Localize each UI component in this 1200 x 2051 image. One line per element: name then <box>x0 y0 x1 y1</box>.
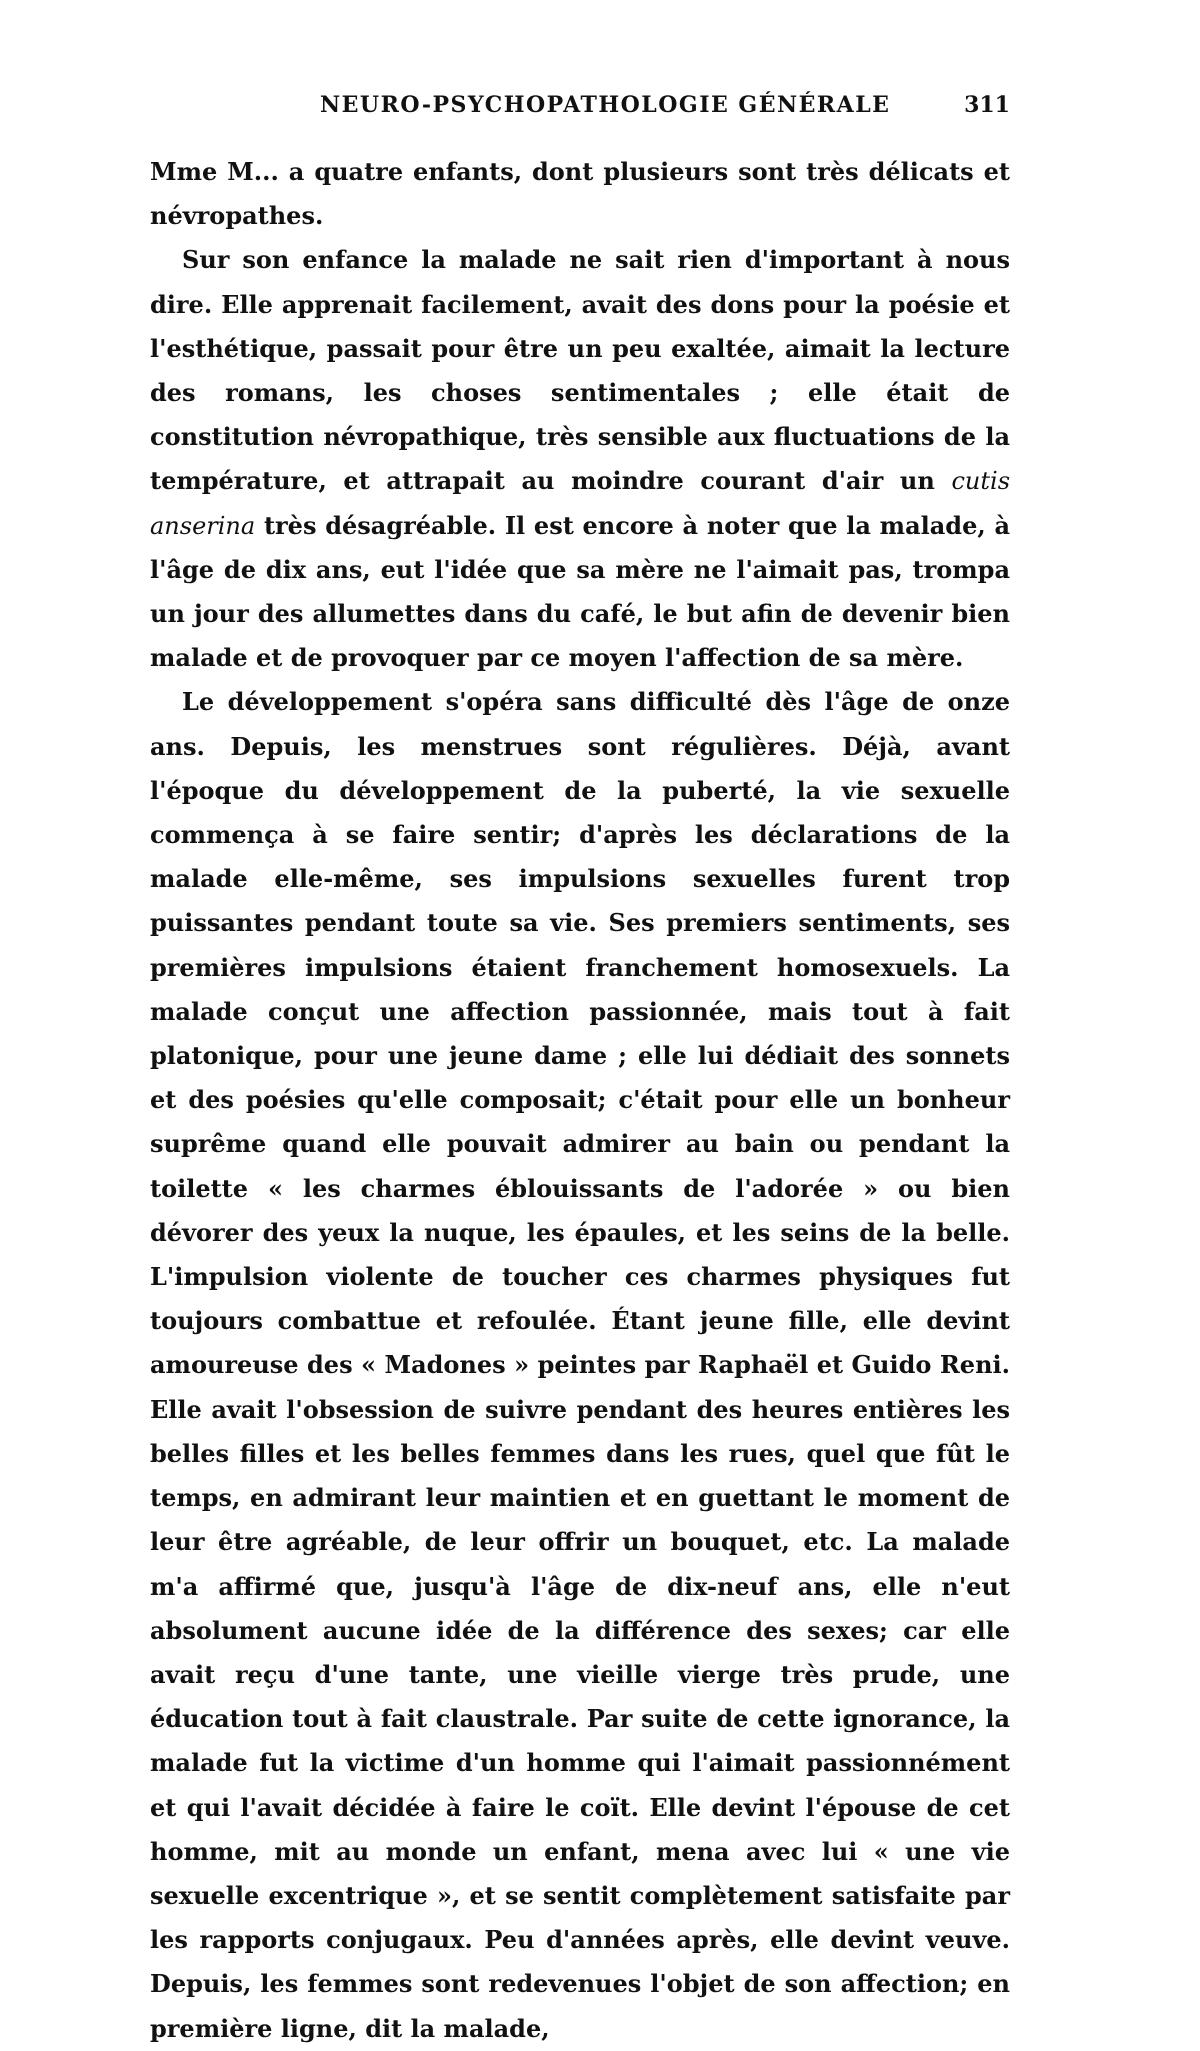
paragraph-text: Le développement s'opéra sans difficulté dès l'âge de onze ans. Depuis, les menstrues sont régulières. Déjà, avant l'époque du développement de la puberté, la vie sexuelle commença à se faire sentir; d'après les déclarations de la malade elle-même, ses impulsions sexuelles furent trop puissantes pendant toute sa vie. Ses premiers sentiments, ses premières impulsions étaient franchement homosexuels. La malade conçut une affection passionnée, mais tout à fait platonique, pour une jeune dame ; elle lui dédiait des sonnets et des poésies qu'elle composait; c'était pour elle un bonheur suprême quand elle pouvait admirer au bain ou pendant la toilette « les charmes éblouissants de l'adorée » ou bien dévorer des yeux la nuque, les épaules, et les seins de la belle. L'impulsion violente de toucher ces charmes physiques fut toujours combattue et refoulée. Étant jeune fille, elle devint amoureuse des « Madones » peintes par Raphaël et Guido Reni. Elle avait l'obsession de suivre pendant des heures entières les belles filles et les belles femmes dans les rues, quel que fût le temps, en admirant leur maintien et en guettant le moment de leur être agréable, de leur offrir un bouquet, etc. La malade m'a affirmé que, jusqu'à l'âge de dix-neuf ans, elle n'eut absolument aucune idée de la différence des sexes; car elle avait reçu d'une tante, une vieille vierge très prude, une éducation tout à fait claustrale. Par suite de cette ignorance, la malade fut la victime d'un homme qui l'aimait passionnément et qui l'avait décidée à faire le coït. Elle devint l'épouse de cet homme, mit au monde un enfant, mena avec lui « une vie sexuelle excentrique », et se sentit complètement satisfaite par les rapports conjugaux. Peu d'années après, elle devint veuve. Depuis, les femmes sont redevenues l'objet de son affection; en première ligne, dit la malade, <box>150 687 1010 2043</box>
paragraph <box>150 238 1010 680</box>
paragraph-text: Sur son enfance la malade ne sait rien d'important à nous dire. Elle apprenait facilement, avait des dons pour la poésie et l'esthétique, passait pour être un peu exaltée, aimait la lecture des romans, les choses sentimentales ; elle était de constitution névropathique, très sensible aux fluctuations de la température, et attrapait au moindre courant d'air un <box>150 245 1010 496</box>
running-head <box>150 92 1010 128</box>
body-text <box>150 150 1010 2051</box>
latin-term: cutis anserina <box>150 467 1011 540</box>
paragraph-text-continued: très désagréable. Il est encore à noter que la malade, à l'âge de dix ans, eut l'idée que sa mère ne l'aimait pas, trompa un jour des allumettes dans du café, le but afin de devenir bien malade et de provoquer par ce moyen l'affection de sa mère. <box>150 510 1010 673</box>
paragraph-text: Mme M... a quatre enfants, dont plusieurs sont très délicats et névropathes. <box>150 157 1010 231</box>
running-title: NEURO-PSYCHOPATHOLOGIE GÉNÉRALE <box>320 92 891 118</box>
page-number: 311 <box>964 92 1010 118</box>
paragraph <box>150 680 1010 2050</box>
paragraph <box>150 150 1010 238</box>
